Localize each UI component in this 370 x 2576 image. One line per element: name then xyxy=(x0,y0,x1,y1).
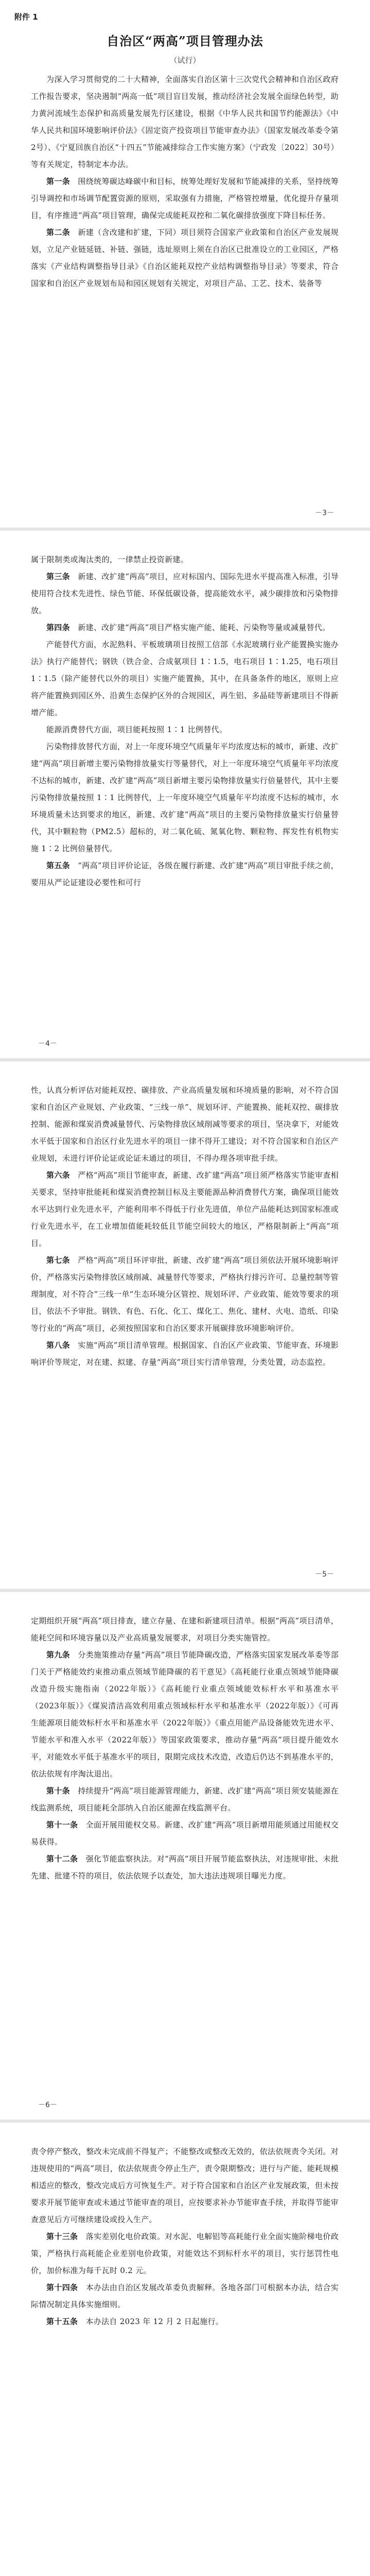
paragraph xyxy=(31,224,339,292)
page-body xyxy=(31,2143,339,2330)
paragraph xyxy=(31,738,339,857)
article-number: 第六条 xyxy=(46,1171,70,1180)
article-number: 第九条 xyxy=(46,1650,71,1659)
page-number: －3－ xyxy=(315,509,334,517)
page-number: －6－ xyxy=(38,2101,57,2109)
paragraph xyxy=(31,551,339,568)
paragraph-text: 本办法由自治区发展改革委负责解释。各地各部门可根据本办法，结合实际情况制定具体实施细则。 xyxy=(31,2283,339,2309)
paragraph xyxy=(31,71,339,173)
attachment-label: 附件 1 xyxy=(14,12,38,22)
paragraph xyxy=(31,2228,339,2279)
paragraph xyxy=(31,2279,339,2313)
paragraph-text: 围绕统筹碳达峰碳中和目标，统筹处理好发展和节能减排的关系，坚持统筹引导调控和市场调节配置资源的原则，采取强有力措施，严格管控增量，优化提升存量项目，有序推进“两高”项目管理，确保完成能耗双控和二氧化碳排放强度下降目标任务。 xyxy=(31,177,339,220)
article-number: 第七条 xyxy=(46,1256,70,1265)
paragraph-text: 为深入学习贯彻党的二十大精神，全面落实自治区第十三次党代会精神和自治区政府工作报告要求，坚决遏制“两高一低”项目盲目发展，推动经济社会发展全面绿色转型，助力黄河流域生态保护和高质量发展先行区建设，根据《中华人民共和国节约能源法》《中华人民共和国环境影响评价法》《固定资产投资项目节能审查办法》（国家发展改革委令第2号）、《宁夏回族自治区“十四五”节能减排综合工作实施方案》（宁政发〔2022〕30号）等有关规定，特制定本办法。 xyxy=(31,75,339,169)
paragraph xyxy=(31,173,339,224)
article-number: 第五条 xyxy=(46,861,70,870)
paragraph xyxy=(31,721,339,738)
paragraph-text: 产能替代方面，水泥熟料、平板玻璃项目按照工信部《水泥玻璃行业产能置换实施办法》执行产能替代；钢铁（铁合金、合成氨项目 1∶1.5，电石项目 1∶1.25，电石项目 1∶1.5（除产能替代以外的项目）实施产能置换，其中，在具备条件的地区，原则上应将产能置换到园区外、沿黄生态保护区外的合规园区，再生铝、多晶硅等新建项目不得新增产能。 xyxy=(31,640,339,717)
page-number: －5－ xyxy=(315,1570,334,1579)
paragraph-text: 持续提升“两高”项目能源管理能力，新建、改扩建“两高”项目须安装能源在线监测系统，项目能耗全部纳入自治区能源在线监测平台。 xyxy=(31,1786,339,1812)
article-number: 第二条 xyxy=(46,228,71,237)
paragraph xyxy=(31,1337,339,1371)
paragraph-text: 性，认真分析评估对能耗双控、碳排放、产业高质量发展和环境质量的影响，对不符合国家和自治区产业规划、产业政策、“三线一单”、规划环评、产能置换、能耗双控、碳排放控制、能源和煤炭消费减量替代、污染物排放区域削减等要求的项目，坚决拿下，对能效水平低于国家和自治区行业先进水平的项目一律不得开工建设；对不符合国家和自治区产业规划，未进行评价论证或论证未通过的项目，不得办理各项审批手续。 xyxy=(31,1086,339,1163)
paragraph-text: 分类施策推动存量“两高”项目节能降碳改造，严格落实国家发展改革委等部门关于严格能效约束推动重点领域节能降碳的若干意见》《高耗能行业重点领域节能降碳改造升级实施指南（2022年版）》《高耗能行业重点领域能效标杆水平和基准水平（2023年版）》《煤炭清洁高效利用重点领域标杆水平和基准水平（2022年版）》《可再生能源项目能效标杆水平和基准水平（2022年版）》《重点用能产品设备能效先进水平、节能水平和准入水平（2022年版）》等国家政策要求，推动存量“两高”项目提升能效水平，对能效水平低于基准水平的项目，限期完成技术改造，改造后仍达不到基准水平的，依法依规有序淘汰退出。 xyxy=(31,1650,339,1778)
paragraph xyxy=(31,1817,339,1851)
paragraph-text: 实施“两高”项目清单管理。根据国家、自治区产业政策、节能审查、环境影响评价等规定，对在建、拟建、存量“两高”项目实行清单管理，分类处置，动态监控。 xyxy=(31,1341,339,1367)
article-number: 第八条 xyxy=(46,1341,71,1350)
paragraph-text: 新建、改扩建“两高”项目，应对标国内、国际先进水平提高准入标准，引导使用符合技术先进性、绿色节能、环保低碳设备，提高能效水平，减少碳排放和污染物排放。 xyxy=(31,572,339,615)
document-page-5 xyxy=(0,2123,370,2576)
paragraph xyxy=(31,1252,339,1337)
paragraph xyxy=(31,1082,339,1167)
article-number: 第三条 xyxy=(46,572,71,581)
paragraph xyxy=(31,1613,339,1647)
page-number: －4－ xyxy=(38,1040,57,1048)
article-number: 第四条 xyxy=(46,623,70,632)
paragraph-text: 责令停产整改，整改未完成前不得复产；不能整改或整改无效的，依法依规责令关闭。对违规使用的“两高”项目，依法依规责令停止生产，责令限期整改；进行与产能、能耗规模相适应的整改，整改完成后方可恢复生产。对于符合国家和自治区产业发展政策，但未按要求开展节能审查或未通过节能审查的项目，应按要求补办节能审查手续，并取得节能审查意见后方可继续建设或投入生产。 xyxy=(31,2147,339,2224)
article-number: 第十二条 xyxy=(46,1854,78,1863)
document-page-2 xyxy=(0,531,370,1058)
article-number: 第十四条 xyxy=(46,2283,78,2292)
paragraph-text: 落实差别化电价政策。对水泥、电解铝等高耗能行业全面实施阶梯电价政策，严格执行高耗能企业差别电价政策，对能效达不到标杆水平的项目，实行惩罚性电价，加价标准为每千瓦时 0.2 元。 xyxy=(31,2232,339,2275)
paragraph-text: 严格“两高”项目环评审批，新建、改扩建“两高”项目须依法开展环境影响评价，严格落实污染物排放区域削减、减量替代等要求，严格执行排污许可、总量控制等管理制度，对不符合“三线一单”生态环境分区管控、规划环评、产业政策、能效等要求的项目，依法不予审批。钢铁、有色、石化、化工、煤化工、焦化、建材、火电、造纸、印染等行业的“两高”项目，必须按照国家和自治区要求开展碳排放环境影响评价。 xyxy=(31,1256,339,1333)
paragraph-text: 属于限制类或淘汰类的，一律禁止投资新建。 xyxy=(31,555,189,564)
page-body xyxy=(31,1613,339,1885)
article-number: 第十一条 xyxy=(46,1820,78,1829)
paragraph xyxy=(31,1783,339,1817)
article-number: 第一条 xyxy=(46,177,71,186)
page-body xyxy=(31,71,339,292)
paragraph xyxy=(31,568,339,619)
paragraph xyxy=(31,1851,339,1885)
page-body xyxy=(31,551,339,891)
article-number: 第十五条 xyxy=(46,2317,78,2326)
paragraph-text: 污染物排放替代方面，对上一年度环境空气质量年平均浓度达标的城市，新建、改扩建“两高”项目新增主要污染物排放量实行等量替代，对上一年度环境空气质量年平均浓度不达标的城市，新建、改扩建“两高”项目新增主要污染物排放量实行倍量替代，其中主要污染物排放量按照 1∶1 比例替代，上一年度环境空气质量年平均浓度不达标的城市，水环境质量未达到要求的地区，新建、改扩建“两高”项目的主要污染物排放量实行倍量替代，其中颗粒物（PM2.5）超标的，对二氧化硫、氮氧化物、颗粒物、挥发性有机物实施 1∶2 比例倍量替代。 xyxy=(31,742,339,853)
paragraph-text: 严格“两高”项目节能审查，新建、改扩建“两高”项目须严格落实节能审查相关要求，坚持审批能耗和煤炭消费控制目标及主要能源品种消费替代方案，确保项目能效水平达到行业先进水平，产能利用率不得低于行业先进值，单位产品能耗达到国家标准或行业先进水平，在工业增加值能耗较低且节能空间较大的地区，严格限制新上“两高”项目。 xyxy=(31,1171,339,1248)
paragraph-text: 能源消费替代方面，项目能耗按照 1∶1 比例替代。 xyxy=(46,725,227,734)
paragraph xyxy=(31,857,339,891)
paragraph-text: “两高”项目评价论证，各级在履行新建、改扩建“两高”项目审批手续之前，要用从严论证建设必要性和可行 xyxy=(31,861,339,887)
document-page-1 xyxy=(0,0,370,528)
paragraph xyxy=(31,636,339,721)
paragraph xyxy=(31,2313,339,2330)
paragraph-text: 本办法自 2023 年 12 月 2 日起施行。 xyxy=(85,2317,224,2326)
paragraph-text: 强化节能监察执法。对“两高”项目开展节能监察执法，对违规审批、未批先建、批建不符的项目，依法依规予以查处，加大违法违规项目曝光力度。 xyxy=(31,1854,339,1880)
paragraph-text: 新建、改扩建“两高”项目严格实施产能、能耗、污染物等量或减量替代。 xyxy=(78,623,330,632)
article-number: 第十三条 xyxy=(46,2232,78,2241)
document-subtitle: （试行） xyxy=(169,56,201,65)
document-page-4 xyxy=(0,1592,370,2120)
paragraph xyxy=(31,619,339,636)
paragraph-text: 定期组织开展“两高”项目排查，建立存量、在建和新建项目清单。根据“两高”项目清单，能耗空间和环境容量以及产业高质量发展要求，对项目分类实施管控。 xyxy=(31,1616,339,1642)
document-title: 自治区“两高”项目管理办法 xyxy=(107,33,263,48)
document-page-3 xyxy=(0,1061,370,1589)
paragraph xyxy=(31,1647,339,1783)
paragraph-text: 新建（含改建和扩建，下同）项目须符合国家产业政策和自治区产业发展规划，立足产业链延链、补链、强链，选址原则上须在自治区已批准设立的工业园区，严格落实《产业结构调整指导目录》《自治区能耗双控产业结构调整指导目录》等要求，符合国家和自治区产业规划布局和园区规划有关规定，对项目产品、工艺、技术、装备等 xyxy=(31,228,339,288)
paragraph xyxy=(31,1167,339,1252)
paragraph xyxy=(31,2143,339,2228)
paragraph-text: 全面开展用能权交易。新建、改扩建“两高”项目新增用能须通过用能权交易获得。 xyxy=(31,1820,339,1846)
article-number: 第十条 xyxy=(46,1786,70,1795)
page-body xyxy=(31,1082,339,1371)
